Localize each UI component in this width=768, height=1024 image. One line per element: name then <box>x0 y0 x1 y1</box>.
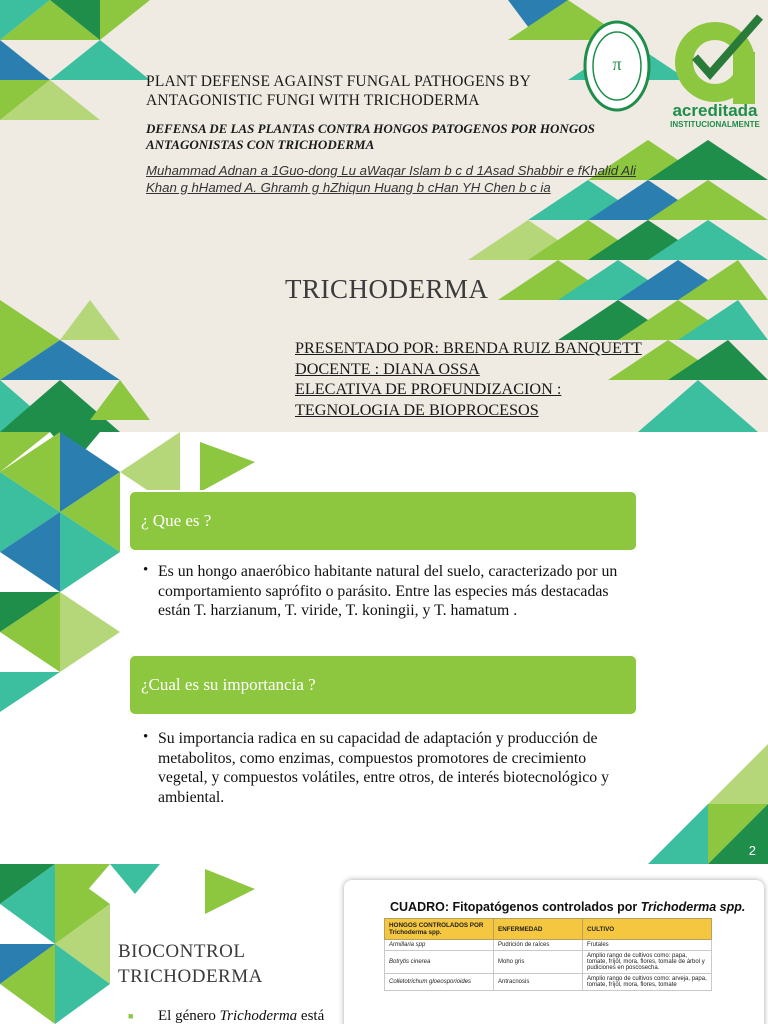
biocontrol-text: El género Trichoderma está <box>158 1008 325 1024</box>
authors-link[interactable]: Muhammad Adnan a 1Guo-dong Lu aWaqar Islam b c d 1Asad Shabbir e fKhalid Ali Khan g hHamed A. Ghramh g hZhiqun Huang b cHan YH Chen b c ia <box>146 163 636 195</box>
university-seal-icon <box>583 20 651 112</box>
title-line-2: TRICHODERMA <box>118 966 263 987</box>
table-cell: Moho gris <box>494 951 583 974</box>
table-card <box>344 880 764 1024</box>
bullet-icon: ■ <box>128 1011 134 1021</box>
svg-text:π: π <box>612 54 622 74</box>
table-cell: Pudrición de raíces <box>494 940 583 951</box>
table-cell: Frutales <box>583 940 712 951</box>
fitopatogenos-table <box>384 918 712 991</box>
table-row <box>385 951 712 974</box>
table-row <box>385 940 712 951</box>
acreditada-logo-icon <box>665 12 765 132</box>
table-header: ENFERMEDAD <box>494 919 583 940</box>
course-line-1: ELECATIVA DE PROFUNDIZACION : <box>295 380 562 398</box>
slide-main-title: TRICHODERMA <box>285 274 489 304</box>
heading-que-es-text: ¿ Que es ? <box>141 511 212 530</box>
slide-biocontrol <box>0 864 768 1024</box>
table-cell: Botrytis cinerea <box>385 951 494 974</box>
bullet-icon: • <box>143 729 149 745</box>
presenter-line: PRESENTADO POR: BRENDA RUIZ BANQUETT <box>295 339 642 357</box>
presenter-info <box>295 338 735 420</box>
page-number: 2 <box>748 843 756 858</box>
heading-importancia-text: ¿Cual es su importancia ? <box>141 675 316 694</box>
title-line-1: BIOCONTROL <box>118 941 246 962</box>
table-cell: Antracnosis <box>494 974 583 991</box>
table-cell: Amplio rango de cultivos como: arveja, papa, tomate, fríjol, mora, flores, tomate <box>583 974 712 991</box>
heading-que-es <box>128 490 638 552</box>
table-header: HONGOS CONTROLADOS POR Trichoderma spp. <box>385 919 494 940</box>
teacher-line: DOCENTE : DIANA OSSA <box>295 359 480 378</box>
table-cell: Colletotrichum gloeosporioides <box>385 974 494 991</box>
svg-text:acreditada: acreditada <box>672 101 758 120</box>
table-row <box>385 974 712 991</box>
bullet-icon: • <box>143 562 149 578</box>
slide-title-biocontrol <box>118 939 263 989</box>
table-cell: Armillaria spp <box>385 940 494 951</box>
course-line-2: TEGNOLOGIA DE BIOPROCESOS <box>295 400 539 419</box>
table-cell: Amplio rango de cultivos como: papa, tomate, fríjol, mora, flores, tomate de árbol y pudiciones en poscosecha. <box>583 951 712 974</box>
svg-text:INSTITUCIONALMENTE: INSTITUCIONALMENTE <box>670 120 760 129</box>
paper-title-spanish: DEFENSA DE LAS PLANTAS CONTRA HONGOS PATOGENOS POR HONGOS ANTAGONISTAS CON TRICHODERMA <box>146 121 595 152</box>
slide-que-es <box>0 432 768 864</box>
table-title: CUADRO: Fitopatógenos controlados por Trichoderma spp. <box>390 900 746 914</box>
slide-title <box>0 0 768 432</box>
paper-title-english: PLANT DEFENSE AGAINST FUNGAL PATHOGENS BY ANTAGONISTIC FUNGI WITH TRICHODERMA <box>146 73 531 109</box>
heading-importancia <box>128 654 638 716</box>
definition-text: Es un hongo anaeróbico habitante natural del suelo, caracterizado por un comportamiento saprófito o parásito. Entre las especies más destacadas están T. harzianum, T. viride, T. koningii, y T. hamatum . <box>158 563 618 619</box>
triangle-pattern-right <box>608 744 768 864</box>
table-header: CULTIVO <box>583 919 712 940</box>
triangle-pattern-left <box>0 0 160 432</box>
importance-text: Su importancia radica en su capacidad de adaptación y producción de metabolitos, como enzimas, compuestos promotores de crecimiento vegetal, y compuestos volátiles, entre otros, de interés biotecnológico y ambiental. <box>158 730 609 806</box>
